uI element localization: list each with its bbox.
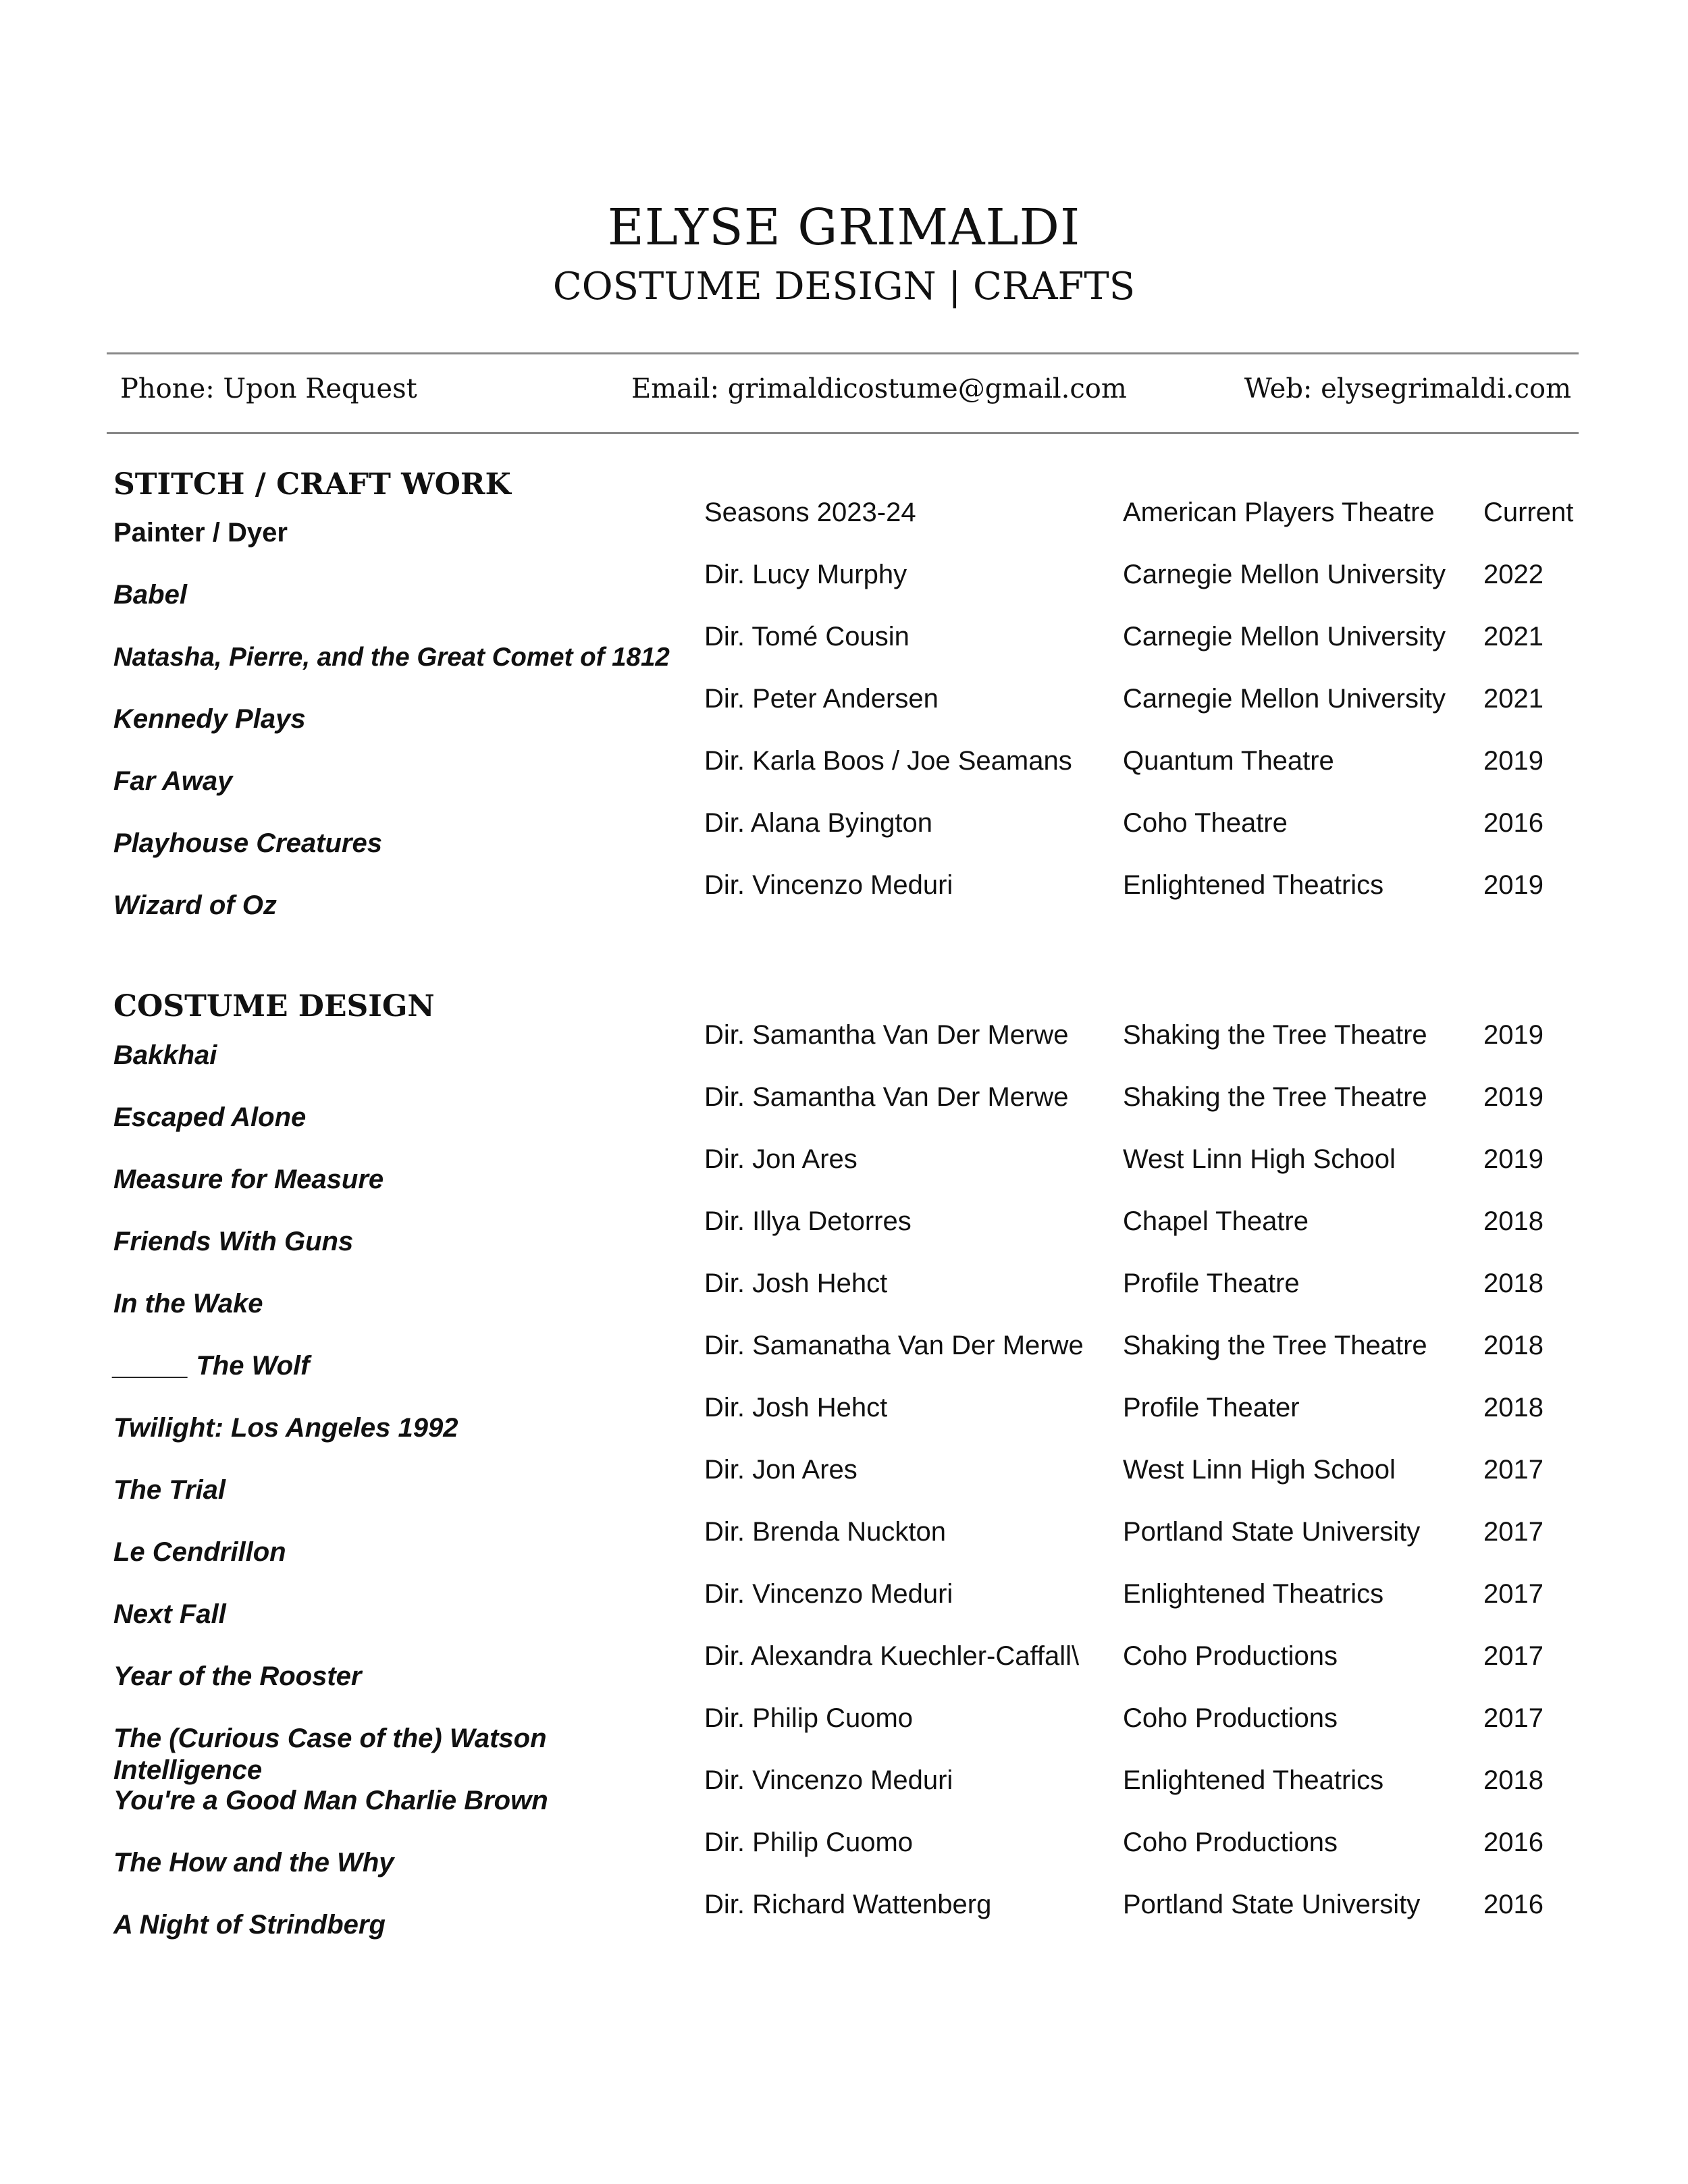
- table-row: [0, 744, 1688, 806]
- table-row: [0, 682, 1688, 744]
- production-title: Measure for Measure: [113, 1165, 384, 1194]
- header-divider-bottom: [107, 432, 1579, 434]
- production-director: Dir. Vincenzo Meduri: [704, 1765, 953, 1795]
- production-director: Dir. Karla Boos / Joe Seamans: [704, 746, 1072, 776]
- table-row: [0, 868, 1688, 930]
- production-director: Dir. Philip Cuomo: [704, 1703, 914, 1733]
- table-row: [0, 1639, 1688, 1701]
- production-venue: Enlightened Theatrics: [1123, 1765, 1384, 1795]
- production-director: Dir. Brenda Nuckton: [704, 1517, 946, 1547]
- production-title: Year of the Rooster: [113, 1661, 362, 1691]
- production-director: Dir. Jon Ares: [704, 1455, 858, 1485]
- production-year: 2019: [1483, 1144, 1544, 1174]
- production-title: You're a Good Man Charlie Brown: [113, 1786, 548, 1815]
- contact-phone: Phone: Upon Request: [120, 373, 417, 404]
- production-director: Dir. Illya Detorres: [704, 1206, 912, 1236]
- production-title: Babel: [113, 580, 187, 610]
- production-venue: Shaking the Tree Theatre: [1123, 1331, 1427, 1360]
- production-title: The Trial: [113, 1475, 226, 1505]
- production-year: 2019: [1483, 870, 1544, 900]
- production-title: The (Curious Case of the) Watson Intelligence: [113, 1724, 547, 1785]
- production-venue: Portland State University: [1123, 1890, 1421, 1919]
- production-year: 2019: [1483, 746, 1544, 776]
- production-director: Seasons 2023-24: [704, 498, 916, 527]
- production-venue: Enlightened Theatrics: [1123, 870, 1384, 900]
- production-director: Dir. Jon Ares: [704, 1144, 858, 1174]
- table-row: [0, 1080, 1688, 1142]
- section-heading-stitch-craft-work: STITCH / CRAFT WORK: [113, 467, 511, 502]
- production-venue: Profile Theater: [1123, 1393, 1300, 1422]
- section-heading-costume-design: COSTUME DESIGN: [113, 989, 435, 1023]
- production-title: The How and the Why: [113, 1848, 394, 1877]
- table-row: [0, 806, 1688, 868]
- production-year: 2016: [1483, 808, 1544, 838]
- production-venue: Coho Productions: [1123, 1641, 1338, 1671]
- production-venue: Coho Productions: [1123, 1703, 1338, 1733]
- production-director: Dir. Samanatha Van Der Merwe: [704, 1331, 1084, 1360]
- production-venue: Carnegie Mellon University: [1123, 684, 1446, 714]
- production-year: 2018: [1483, 1331, 1544, 1360]
- production-venue: Shaking the Tree Theatre: [1123, 1020, 1427, 1050]
- production-year: 2018: [1483, 1765, 1544, 1795]
- production-venue: Carnegie Mellon University: [1123, 560, 1446, 589]
- production-year: 2021: [1483, 622, 1544, 651]
- production-venue: Coho Theatre: [1123, 808, 1288, 838]
- production-title: Painter / Dyer: [113, 518, 288, 548]
- production-title: Wizard of Oz: [113, 890, 277, 920]
- table-row: [0, 1826, 1688, 1888]
- production-title: Bakkhai: [113, 1040, 217, 1070]
- production-title: A Night of Strindberg: [113, 1910, 386, 1940]
- production-year: 2016: [1483, 1828, 1544, 1857]
- table-row: [0, 496, 1688, 558]
- production-title: Far Away: [113, 766, 233, 796]
- production-year: 2017: [1483, 1517, 1544, 1547]
- production-venue: American Players Theatre: [1123, 498, 1435, 527]
- production-venue: Carnegie Mellon University: [1123, 622, 1446, 651]
- production-title: Next Fall: [113, 1599, 226, 1629]
- production-year: 2022: [1483, 560, 1544, 589]
- production-venue: Quantum Theatre: [1123, 746, 1334, 776]
- resume-subtitle: COSTUME DESIGN | CRAFTS: [552, 265, 1136, 309]
- production-director: Dir. Richard Wattenberg: [704, 1890, 992, 1919]
- production-director: Dir. Samantha Van Der Merwe: [704, 1082, 1069, 1112]
- production-year: 2016: [1483, 1890, 1544, 1919]
- table-row: [0, 1142, 1688, 1204]
- production-year: 2017: [1483, 1641, 1544, 1671]
- production-venue: West Linn High School: [1123, 1144, 1396, 1174]
- production-year: 2017: [1483, 1455, 1544, 1485]
- production-year: 2017: [1483, 1579, 1544, 1609]
- production-title: Twilight: Los Angeles 1992: [113, 1413, 458, 1443]
- production-year: 2021: [1483, 684, 1544, 714]
- production-venue: Shaking the Tree Theatre: [1123, 1082, 1427, 1112]
- table-row: [0, 1267, 1688, 1329]
- production-director: Dir. Vincenzo Meduri: [704, 1579, 953, 1609]
- production-director: Dir. Alexandra Kuechler-Caffall\: [704, 1641, 1080, 1671]
- production-title: Playhouse Creatures: [113, 828, 382, 858]
- production-director: Dir. Samantha Van Der Merwe: [704, 1020, 1069, 1050]
- table-row: [0, 1329, 1688, 1391]
- production-title: Friends With Guns: [113, 1227, 354, 1256]
- production-venue: Profile Theatre: [1123, 1269, 1300, 1298]
- production-title: Escaped Alone: [113, 1102, 307, 1132]
- production-title: Le Cendrillon: [113, 1537, 286, 1567]
- production-year: 2018: [1483, 1393, 1544, 1422]
- production-year: 2018: [1483, 1206, 1544, 1236]
- table-row: [0, 1515, 1688, 1577]
- header-divider-top: [107, 352, 1579, 354]
- contact-web[interactable]: Web: elysegrimaldi.com: [1244, 373, 1571, 404]
- production-director: Dir. Josh Hehct: [704, 1269, 888, 1298]
- table-row: [0, 620, 1688, 682]
- production-director: Dir. Philip Cuomo: [704, 1828, 914, 1857]
- contact-email[interactable]: Email: grimaldicostume@gmail.com: [631, 373, 1127, 404]
- table-row: [0, 1204, 1688, 1267]
- production-director: Dir. Tomé Cousin: [704, 622, 909, 651]
- resume-name: ELYSE GRIMALDI: [607, 198, 1081, 257]
- production-title: _____ The Wolf: [113, 1351, 310, 1381]
- production-year: Current: [1483, 498, 1574, 527]
- production-director: Dir. Josh Hehct: [704, 1393, 888, 1422]
- production-venue: Coho Productions: [1123, 1828, 1338, 1857]
- production-title: In the Wake: [113, 1289, 263, 1319]
- production-year: 2017: [1483, 1703, 1544, 1733]
- production-title: Natasha, Pierre, and the Great Comet of 1812: [113, 643, 670, 672]
- table-row: [0, 1391, 1688, 1453]
- production-director: Dir. Alana Byington: [704, 808, 932, 838]
- table-row: [0, 1018, 1688, 1080]
- production-year: 2018: [1483, 1269, 1544, 1298]
- table-row: [0, 558, 1688, 620]
- production-title: Kennedy Plays: [113, 704, 306, 734]
- table-row: [0, 1453, 1688, 1515]
- table-row: [0, 1577, 1688, 1639]
- production-venue: Enlightened Theatrics: [1123, 1579, 1384, 1609]
- table-row: [0, 1763, 1688, 1826]
- production-year: 2019: [1483, 1020, 1544, 1050]
- production-director: Dir. Peter Andersen: [704, 684, 939, 714]
- production-venue: Portland State University: [1123, 1517, 1421, 1547]
- production-year: 2019: [1483, 1082, 1544, 1112]
- production-director: Dir. Lucy Murphy: [704, 560, 907, 589]
- production-director: Dir. Vincenzo Meduri: [704, 870, 953, 900]
- production-venue: Chapel Theatre: [1123, 1206, 1309, 1236]
- production-venue: West Linn High School: [1123, 1455, 1396, 1485]
- table-row: [0, 1888, 1688, 1950]
